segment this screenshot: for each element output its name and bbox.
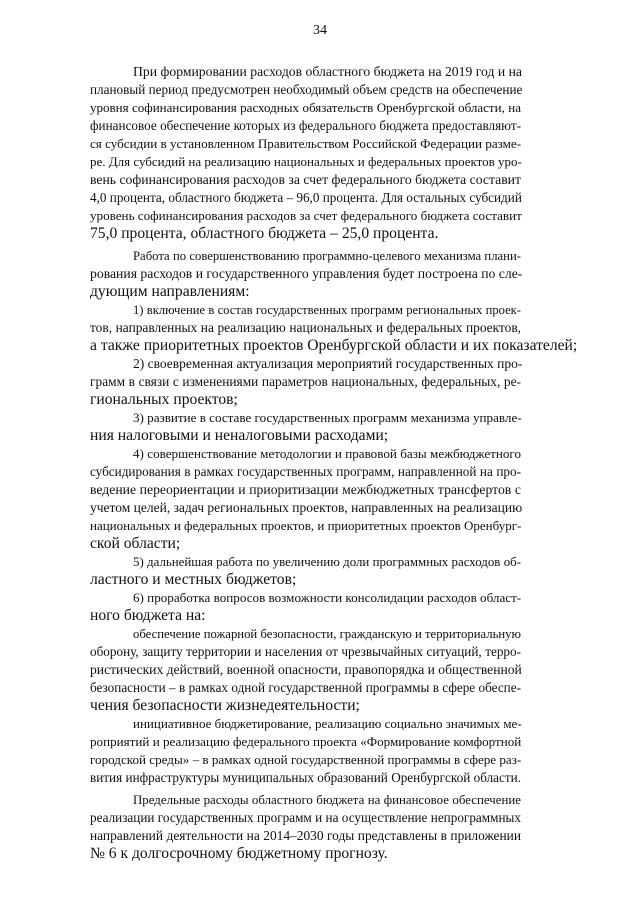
- text-line: ре. Для субсидий на реализацию национальных и федеральных проектов уро-: [90, 154, 522, 169]
- text-line: национальных и федеральных проектов, и приоритетных проектов Оренбург-: [90, 518, 522, 533]
- text-line: тов, направленных на реализацию национальных и федеральных проектов,: [90, 320, 521, 335]
- text-line: субсидирования в рамках государственных программ, направленной на про-: [90, 464, 521, 479]
- text-line: уровень софинансирования расходов за счет федерального бюджета составит: [90, 208, 522, 223]
- text-line: № 6 к долгосрочному бюджетному прогнозу.: [90, 845, 388, 862]
- text-line: дующим направлениям:: [90, 283, 250, 300]
- text-line: городской среды» – в рамках одной государственной программы в сфере раз-: [90, 752, 522, 767]
- page-number: 34: [313, 23, 327, 38]
- text-line: Предельные расходы областного бюджета на финансовое обеспечение: [133, 793, 521, 807]
- text-line: ластного и местных бюджетов;: [90, 571, 297, 588]
- text-line: роприятий и реализацию федерального проекта «Формирование комфортной: [90, 734, 522, 749]
- text-line: а также приоритетных проектов Оренбургской области и их показателей;: [90, 337, 578, 354]
- text-line: 1) включение в состав государственных программ региональных проек-: [133, 303, 521, 317]
- text-line: ской области;: [90, 535, 181, 552]
- text-line: ного бюджета на:: [90, 607, 206, 624]
- text-line: ся субсидии в установленном Правительством Российской Федерации разме-: [90, 136, 522, 151]
- text-line: учетом целей, задач региональных проектов, направленных на реализацию: [90, 500, 523, 515]
- text-line: чения безопасности жизнедеятельности;: [90, 697, 360, 714]
- text-line: ведение переориентации и приоритизации межбюджетных трансфертов с: [90, 482, 521, 497]
- text-line: рования расходов и государственного управления будет построена по сле-: [90, 266, 523, 281]
- text-line: 5) дальнейшая работа по увеличению доли программных расходов об-: [133, 555, 521, 569]
- text-line: вень софинансирования расходов за счет федерального бюджета составит: [90, 172, 521, 187]
- text-line: 3) развитие в составе государственных программ механизма управле-: [133, 410, 522, 425]
- text-line: 4) совершенствование методологии и правовой базы межбюджетного: [133, 446, 521, 461]
- text-line: уровня софинансирования расходных обязательств Оренбургской области, на: [90, 100, 521, 115]
- text-line: вития инфраструктуры муниципальных образований Оренбургской области.: [90, 770, 521, 785]
- text-line: ния налоговыми и неналоговыми расходами;: [90, 427, 389, 444]
- text-line: оборону, защиту территории и населения от чрезвычайных ситуаций, терро-: [90, 644, 521, 659]
- text-line: При формировании расходов областного бюджета на 2019 год и на: [133, 64, 522, 79]
- text-line: гиональных проектов;: [90, 391, 238, 408]
- text-line: 75,0 процента, областного бюджета – 25,0 процента.: [90, 225, 439, 242]
- text-line: направлений деятельности на 2014–2030 годы представлены в приложении: [90, 828, 521, 843]
- text-line: 6) проработка вопросов возможности консолидации расходов област-: [133, 590, 522, 605]
- text-line: Работа по совершенствованию программно-целевого механизма плани-: [133, 249, 521, 263]
- text-line: реализации государственных программ и на осуществление непрограммных: [90, 810, 521, 825]
- text-line: безопасности – в рамках одной государственной программы в сфере обеспе-: [90, 680, 521, 695]
- text-line: ристических действий, военной опасности, правопорядка и общественной: [90, 662, 522, 677]
- text-line: инициативное бюджетирование, реализацию социально значимых ме-: [133, 716, 522, 731]
- text-line: обеспечение пожарной безопасности, гражданскую и территориальную: [133, 627, 521, 641]
- text-line: плановый период предусмотрен необходимый объем средств на обеспечение: [90, 82, 523, 97]
- text-line: 2) своевременная актуализация мероприятий государственных про-: [133, 356, 523, 371]
- text-line: грамм в связи с изменениями параметров национальных, федеральных, ре-: [90, 374, 521, 389]
- text-line: финансовое обеспечение которых из федерального бюджета предоставляют-: [90, 118, 521, 133]
- text-line: 4,0 процента, областного бюджета – 96,0 процента. Для остальных субсидий: [90, 190, 522, 205]
